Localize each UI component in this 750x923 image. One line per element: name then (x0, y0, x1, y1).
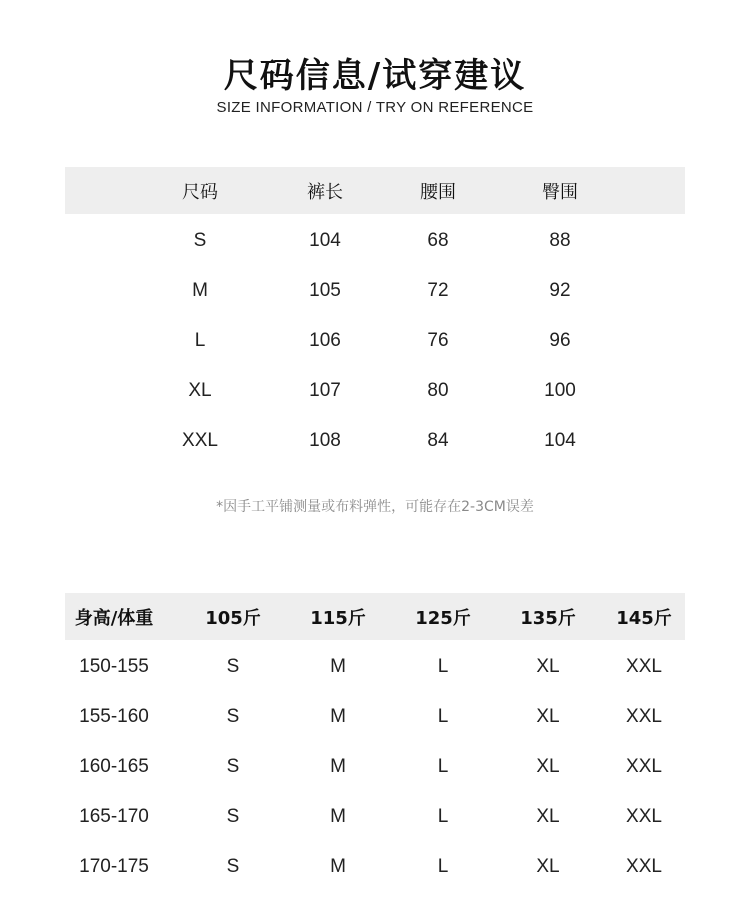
length-cell: 107 (309, 380, 341, 401)
fit-table (65, 593, 685, 892)
waist-cell: 76 (427, 330, 449, 351)
fit-size-cell: L (437, 806, 449, 827)
height-range-cell: 160-165 (79, 756, 149, 777)
fit-size-cell: S (226, 856, 240, 877)
fit-size-cell: L (437, 756, 449, 777)
fit-header-105: 105斤 (205, 607, 261, 629)
fit-size-cell: XXL (626, 806, 662, 827)
fit-header-height-weight: 身高/体重 (74, 607, 154, 629)
fit-size-cell: XXL (626, 706, 662, 727)
table-row (65, 842, 685, 892)
length-cell: 106 (309, 330, 341, 351)
size-cell: XXL (182, 430, 218, 451)
size-header-size: 尺码 (182, 181, 218, 203)
hip-cell: 92 (549, 280, 571, 301)
fit-size-cell: XXL (626, 856, 662, 877)
height-range-cell: 155-160 (79, 706, 149, 727)
fit-table-header (65, 593, 685, 640)
fit-size-cell: XL (536, 756, 560, 777)
size-cell: L (194, 330, 206, 351)
size-cell: M (192, 280, 208, 301)
fit-size-cell: M (330, 706, 346, 727)
hip-cell: 96 (549, 330, 571, 351)
height-range-cell: 150-155 (79, 656, 149, 677)
size-header-length: 裤长 (307, 181, 343, 203)
table-row (65, 792, 685, 842)
size-header-hip: 臀围 (542, 181, 578, 203)
length-cell: 105 (309, 280, 341, 301)
waist-cell: 80 (427, 380, 449, 401)
fit-size-cell: M (330, 806, 346, 827)
size-cell: S (193, 230, 207, 251)
fit-size-cell: L (437, 706, 449, 727)
size-header-waist: 腰围 (420, 181, 456, 203)
fit-size-cell: XXL (626, 756, 662, 777)
hip-cell: 104 (544, 430, 576, 451)
hip-cell: 88 (549, 230, 571, 251)
table-row (65, 316, 685, 366)
size-cell: XL (188, 380, 212, 401)
fit-size-cell: L (437, 656, 449, 677)
length-cell: 108 (309, 430, 341, 451)
fit-size-cell: XL (536, 706, 560, 727)
fit-size-cell: L (437, 856, 449, 877)
size-table-header (65, 167, 685, 214)
page-title: 尺码信息/试穿建议 (223, 56, 527, 96)
table-row (65, 692, 685, 742)
fit-size-cell: S (226, 656, 240, 677)
table-row (65, 216, 685, 266)
fit-header-145: 145斤 (616, 607, 672, 629)
fit-size-cell: M (330, 756, 346, 777)
fit-size-cell: XL (536, 656, 560, 677)
fit-size-cell: S (226, 756, 240, 777)
fit-size-cell: XL (536, 856, 560, 877)
table-row (65, 642, 685, 692)
waist-cell: 68 (427, 230, 449, 251)
fit-size-cell: XXL (626, 656, 662, 677)
fit-header-125: 125斤 (415, 607, 471, 629)
table-row (65, 366, 685, 416)
fit-size-cell: S (226, 706, 240, 727)
length-cell: 104 (309, 230, 341, 251)
size-table (65, 167, 685, 466)
height-range-cell: 165-170 (79, 806, 149, 827)
fit-size-cell: M (330, 856, 346, 877)
fit-header-135: 135斤 (520, 607, 576, 629)
hip-cell: 100 (544, 380, 576, 401)
height-range-cell: 170-175 (79, 856, 149, 877)
table-row (65, 266, 685, 316)
fit-size-cell: S (226, 806, 240, 827)
page-subtitle: SIZE INFORMATION / TRY ON REFERENCE (216, 99, 534, 116)
fit-size-cell: XL (536, 806, 560, 827)
waist-cell: 72 (427, 280, 449, 301)
fit-size-cell: M (330, 656, 346, 677)
measurement-note: *因手工平铺测量或布料弹性，可能存在2-3CM误差 (216, 499, 534, 515)
table-row (65, 742, 685, 792)
waist-cell: 84 (427, 430, 449, 451)
table-row (65, 416, 685, 466)
fit-header-115: 115斤 (310, 607, 366, 629)
